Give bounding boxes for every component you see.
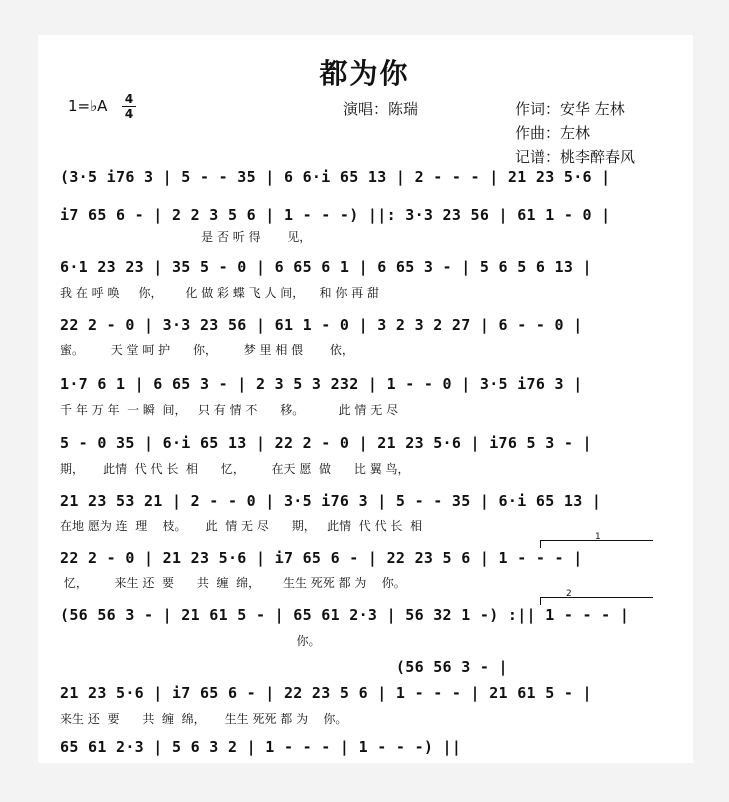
score-sheet [38,35,693,763]
key-signature: 1=♭A [68,97,108,115]
lyric-row-9: 你。 [60,634,321,648]
notation-row-4: 22 2 - 0 | 3·3 23 56 | 61 1 - 0 | 3 2 3 2 27 | 6 - - 0 | [60,316,583,334]
meter-bottom: 4 [124,107,134,121]
singer-credit: 演唱：陈瑞 [343,100,419,118]
lyric-row-5: 千 年 万 年 一 瞬 间， 只 有 情 不 移。 此 情 无 尽 [60,403,399,417]
notation-row-2: i7 65 6 - | 2 2 3 5 6 | 1 - - -) ||: 3·3 23 56 | 61 1 - 0 | [60,206,611,224]
lyric-row-7: 在地 愿为 连 理 枝。 此 情 无 尽 期， 此情 代 代 长 相 [60,519,423,533]
notation-row-1: (3·5 i76 3 | 5 - - 35 | 6 6·i 65 13 | 2 - - - | 21 23 5·6 | [60,168,611,186]
song-title: 都为你 [319,57,410,90]
lyric-row-3: 我 在 呼 唤 你， 化 做 彩 蝶 飞 人 间， 和 你 再 甜 [60,286,379,300]
transcriber-credit: 记谱：桃李醉春风 [515,148,636,166]
notation-row-7: 21 23 53 21 | 2 - - 0 | 3·5 i76 3 | 5 - - 35 | 6·i 65 13 | [60,492,602,510]
notation-row-5: 1·7 6 1 | 6 65 3 - | 2 3 5 3 232 | 1 - - 0 | 3·5 i76 3 | [60,375,583,393]
lyric-row-8: 忆， 来生 还 要 共 缠 绵， 生生 死死 都 为 你。 [60,576,406,590]
time-signature [122,93,136,120]
lyric-row-6: 期， 此情 代 代 长 相 忆， 在天 愿 做 比 翼 鸟， [60,462,410,476]
volta-bracket-2 [540,597,653,598]
notation-row-12: 65 61 2·3 | 5 6 3 2 | 1 - - - | 1 - - -) || [60,738,462,756]
lyric-row-11: 来生 还 要 共 缠 绵， 生生 死死 都 为 你。 [60,712,348,726]
notation-row-9: (56 56 3 - | 21 61 5 - | 65 61 2·3 | 56 32 1 -) :|| 1 - - - | [60,606,630,624]
volta-number-1: 1 [595,532,601,542]
meter-top: 4 [124,92,134,106]
lyric-row-2: 是 否 听 得 见， [60,230,312,244]
notation-row-11: 21 23 5·6 | i7 65 6 - | 22 23 5 6 | 1 - - - | 21 61 5 - | [60,684,592,702]
volta-number-2: 2 [566,589,572,599]
notation-row-8: 22 2 - 0 | 21 23 5·6 | i7 65 6 - | 22 23 5 6 | 1 - - - | [60,549,583,567]
notation-row-10: (56 56 3 - | [60,658,508,676]
notation-row-3: 6·1 23 23 | 35 5 - 0 | 6 65 6 1 | 6 65 3 - | 5 6 5 6 13 | [60,258,592,276]
notation-row-6: 5 - 0 35 | 6·i 65 13 | 22 2 - 0 | 21 23 5·6 | i76 5 3 - | [60,434,592,452]
lyric-row-4: 蜜。 天 堂 呵 护 你， 梦 里 相 偎 依， [60,343,354,357]
composer-credit: 作曲：左林 [515,124,591,142]
lyricist-credit: 作词：安华 左林 [515,100,625,118]
